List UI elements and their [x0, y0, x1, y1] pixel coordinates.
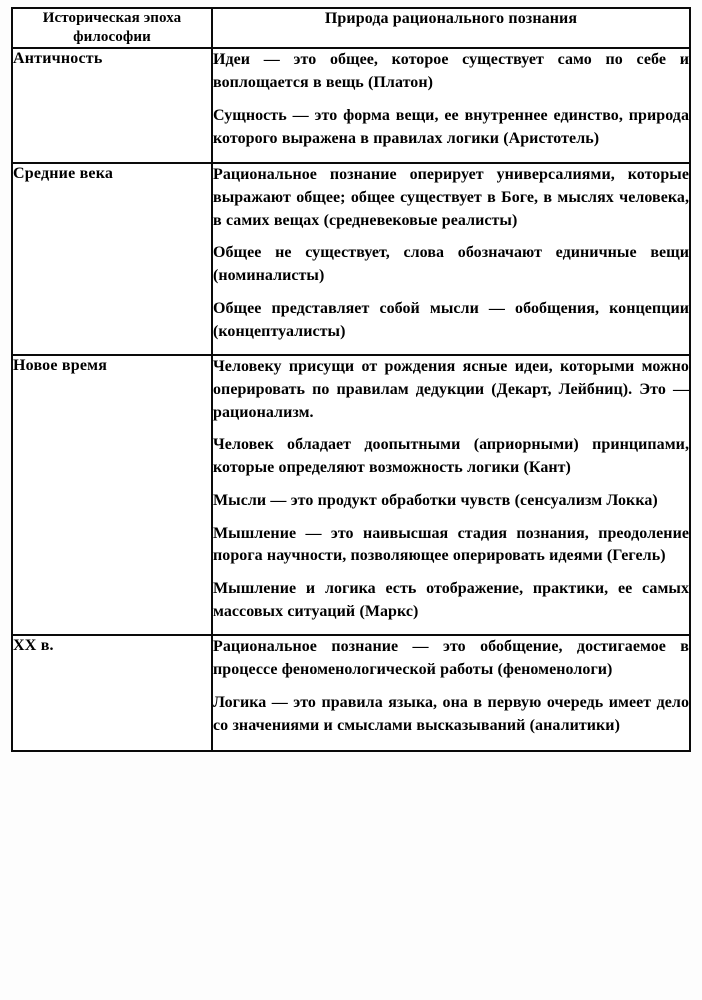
statement: Рациональное познание оперирует универсалиями, которые выражают общее; общее существует в Боге, в мыслях человека, в самих вещах (средневековые реалисты) — [213, 166, 689, 229]
statement: Общее представляет собой мысли — обобщения, концепции (концептуалисты) — [213, 299, 689, 340]
statement: Идеи — это общее, которое существует само по себе и воплощается в вещь (Платон) — [213, 51, 689, 92]
content-cell-antiquity — [212, 48, 690, 163]
table-row — [12, 635, 690, 751]
statement: Мысли — это продукт обработки чувств (сенсуализм Локка) — [213, 491, 658, 509]
statement: Сущность — это форма вещи, ее внутреннее единство, природа которого выражена в правилах логики (Аристотель) — [213, 106, 689, 147]
content-cell-twentieth-century — [212, 635, 690, 751]
table-container — [11, 7, 689, 990]
column-header-nature-of-rational-cognition: Природа рационального познания — [212, 8, 690, 48]
table-header — [12, 8, 690, 48]
table-row — [12, 48, 690, 163]
era-label-modern-times: Новое время — [12, 355, 212, 635]
era-label-antiquity: Античность — [12, 48, 212, 163]
table-row — [12, 163, 690, 355]
statement: Общее не существует, слова обозначают единичные вещи (номиналисты) — [213, 244, 689, 285]
table-header-row — [12, 8, 690, 48]
era-label-middle-ages: Средние века — [12, 163, 212, 355]
table-body — [12, 48, 690, 751]
statement: Человек обладает доопытными (априорными) принципами, которые определяют возможность логики (Кант) — [213, 436, 689, 477]
content-cell-middle-ages — [212, 163, 690, 355]
content-cell-modern-times — [212, 355, 690, 635]
statement: Мышление и логика есть отображение, практики, ее самых массовых ситуаций (Маркс) — [213, 580, 689, 620]
column-header-historical-era: Историческая эпоха философии — [12, 8, 212, 48]
philosophy-rational-cognition-table — [11, 7, 691, 752]
era-label-twentieth-century: XX в. — [12, 635, 212, 751]
statement: Человеку присущи от рождения ясные идеи, которыми можно оперировать по правилам дедукции (Декарт, Лейбниц). Это — рационализм. — [213, 358, 689, 421]
statement: Мышление — это наивысшая стадия познания, преодоление порога научности, позволяющее оперировать идеями (Гегель) — [213, 524, 689, 565]
statement: Логика — это правила языка, она в первую очередь имеет дело со значениями и смыслами высказываний (аналитики) — [213, 693, 689, 734]
table-row — [12, 355, 690, 635]
statement: Рациональное познание — это обобщение, достигаемое в процессе феноменологической работы (феноменологи) — [213, 638, 689, 679]
